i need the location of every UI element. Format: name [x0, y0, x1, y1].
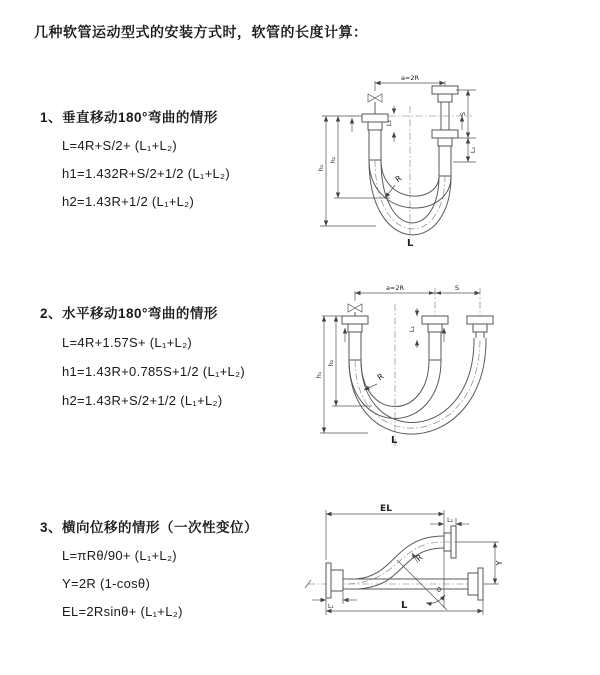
radius-callout [385, 173, 404, 198]
left-fitting [326, 563, 343, 598]
formula-line: L=4R+S/2+ (L₁+L₂) [62, 138, 177, 153]
section1-heading: 1、垂直移动180°弯曲的情形 [40, 110, 218, 125]
diagram-lateral-displacement [298, 498, 598, 648]
dimension-h [315, 316, 372, 433]
radius-callout [364, 371, 386, 390]
formula-line: h1=1.43R+0.785S+1/2 (L₁+L₂) [62, 364, 246, 379]
dim-label-l-total: L [407, 238, 414, 249]
dimension-el [326, 504, 444, 608]
diagram-horizontal-180-bend [310, 278, 600, 463]
page-title: 几种软管运动型式的安装方式时，软管的长度计算： [34, 24, 368, 40]
section2-formulas [62, 328, 245, 415]
dim-label-a2r: a=2R [385, 284, 405, 292]
dim-label-r: R [393, 173, 404, 185]
dim-label-l1: L₁ [385, 119, 393, 127]
dim-label-l-total: L [401, 600, 408, 611]
dim-label-l2: L₂ [469, 146, 477, 154]
dimension-l1 [408, 308, 417, 348]
dim-label-r: R [375, 371, 386, 383]
dim-label-h2: h₂ [327, 359, 335, 367]
dimension-l1 [385, 106, 394, 142]
dim-label-y: Y [495, 560, 504, 566]
section3-formulas [62, 542, 183, 626]
centerlines [348, 106, 472, 240]
dimension-s-l2 [453, 90, 477, 162]
radius-callout [412, 553, 425, 564]
dim-label-r: R [414, 552, 425, 564]
right-fitting [467, 316, 493, 338]
dimension-l [326, 598, 483, 615]
dim-label-l1: L₁ [328, 603, 334, 610]
section1-formulas [62, 132, 230, 216]
formula-line: L=4R+1.57S+ (L₁+L₂) [62, 335, 193, 350]
formula-line: Y=2R (1-cosθ) [62, 576, 151, 591]
section3-heading: 3、横向位移的情形（一次性变位） [40, 520, 259, 535]
dim-label-h2: h₂ [329, 156, 337, 164]
right-fitting [468, 568, 483, 600]
dim-label-h1: h₁ [315, 371, 323, 379]
hose-s-curve [343, 536, 458, 589]
formula-line: h1=1.432R+S/2+1/2 (L₁+L₂) [62, 166, 230, 181]
dim-label-s: S [454, 284, 460, 292]
dim-label-l1: L₁ [408, 325, 416, 333]
left-fitting [342, 316, 368, 360]
dim-label-l2: L₂ [447, 517, 453, 524]
valve-symbol-icon [348, 304, 362, 316]
dim-label-h1: h₁ [317, 164, 325, 172]
dimension-a2r-s [355, 284, 480, 301]
formula-line: h2=1.43R+S/2+1/2 (L₁+L₂) [62, 393, 223, 408]
valve-symbol-icon [368, 94, 382, 114]
section2-heading: 2、水平移动180°弯曲的情形 [40, 306, 218, 321]
dim-label-l-total: L [391, 435, 398, 446]
formula-line: L=πRθ/90+ (L₁+L₂) [62, 548, 177, 563]
right-fitting [432, 86, 458, 176]
diagram-vertical-180-bend [310, 68, 600, 263]
dim-label-a2r: a=2R [400, 74, 420, 82]
dimension-l2 [430, 517, 469, 526]
dim-label-theta: θ [437, 586, 441, 594]
dimension-l1 [312, 592, 357, 610]
formula-line: EL=2Rsinθ+ (L₁+L₂) [62, 604, 183, 619]
formula-line: h2=1.43R+1/2 (L₁+L₂) [62, 194, 195, 209]
dim-label-el: EL [380, 504, 392, 514]
hose-curves [349, 338, 486, 434]
dim-label-s: S [459, 111, 467, 117]
